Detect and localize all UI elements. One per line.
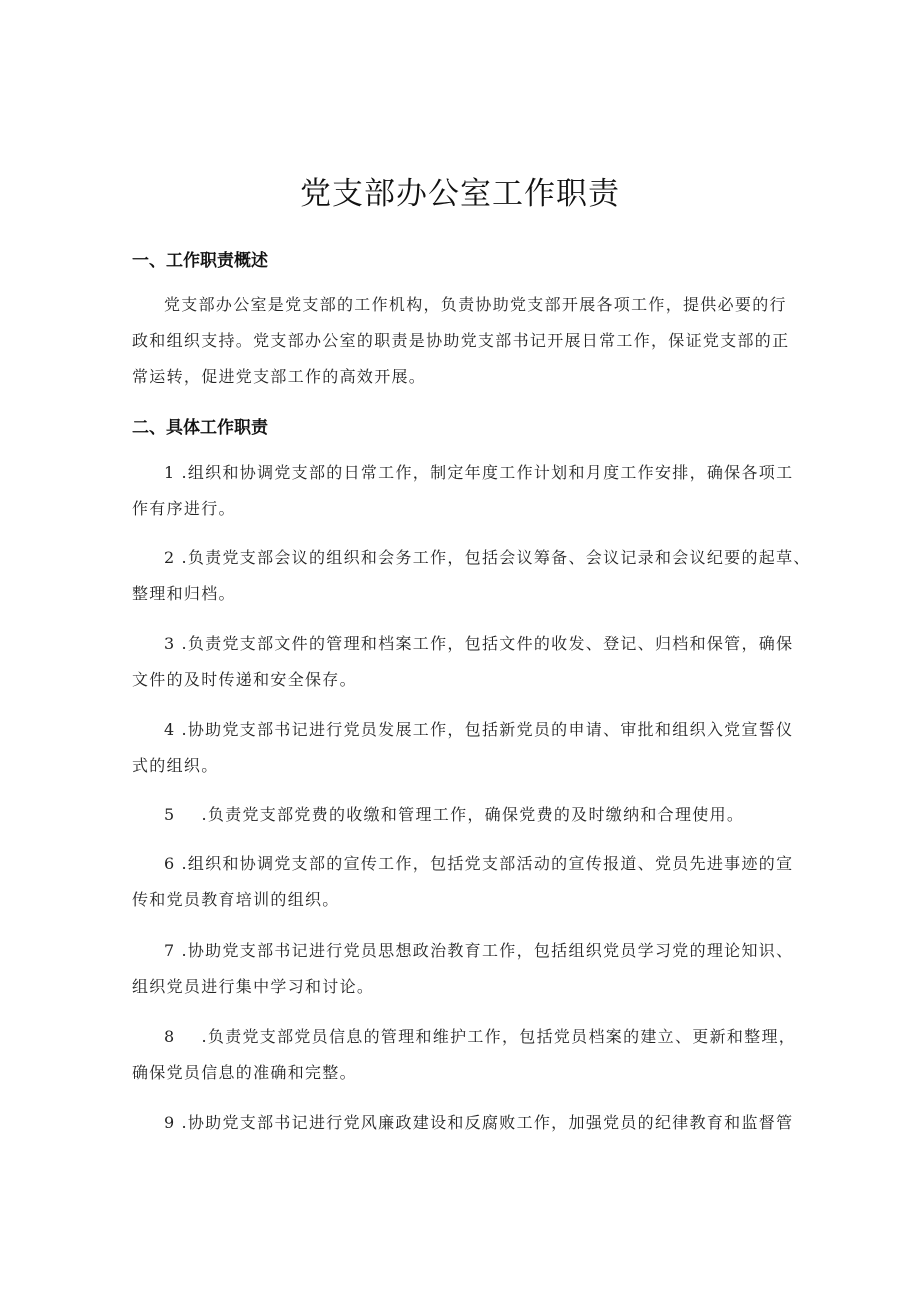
item-text: .负责党支部党员信息的管理和维护工作，包括党员档案的建立、更新和整理， [201, 1027, 797, 1046]
item-number: 8 [164, 1027, 176, 1046]
section-heading-duties: 二、具体工作职责 [132, 418, 268, 438]
duty-item-9 [132, 1105, 802, 1141]
item-number: 4 [164, 720, 176, 739]
item-text-continued: 作有序进行。 [132, 499, 236, 518]
duty-item-6 [132, 846, 802, 918]
section-heading-overview: 一、工作职责概述 [132, 251, 268, 271]
item-number: 5 [164, 805, 176, 824]
item-text-continued: 式的组织。 [132, 756, 219, 775]
item-text: .组织和协调党支部的宣传工作，包括党支部活动的宣传报道、党员先进事迹的宣 [181, 854, 794, 873]
item-text: .负责党支部会议的组织和会务工作，包括会议筹备、会议记录和会议纪要的起草、 [181, 548, 811, 567]
item-text: .协助党支部书记进行党员思想政治教育工作，包括组织党员学习党的理论知识、 [181, 941, 794, 960]
item-number: 3 [164, 634, 176, 653]
item-text-continued: 传和党员教育培训的组织。 [132, 890, 340, 909]
duty-item-8 [132, 1019, 802, 1091]
item-number: 7 [164, 941, 176, 960]
item-text: .协助党支部书记进行党员发展工作，包括新党员的申请、审批和组织入党宣誓仪 [181, 720, 794, 739]
document-title: 党支部办公室工作职责 [300, 176, 620, 212]
duty-item-3 [132, 626, 802, 698]
duty-item-7 [132, 933, 802, 1005]
item-text: .协助党支部书记进行党风廉政建设和反腐败工作，加强党员的纪律教育和监督管 [181, 1113, 794, 1132]
overview-paragraph [132, 287, 802, 395]
item-text: .组织和协调党支部的日常工作，制定年度工作计划和月度工作安排，确保各项工 [181, 463, 794, 482]
item-text: .负责党支部党费的收缴和管理工作，确保党费的及时缴纳和合理使用。 [201, 805, 745, 824]
item-text-continued: 文件的及时传递和安全保存。 [132, 670, 357, 689]
item-text-continued: 整理和归档。 [132, 584, 236, 603]
item-number: 9 [164, 1113, 176, 1132]
item-text: .负责党支部文件的管理和档案工作，包括文件的收发、登记、归档和保管，确保 [181, 634, 794, 653]
duty-item-4 [132, 712, 802, 784]
item-number: 6 [164, 854, 176, 873]
duty-item-2 [132, 540, 811, 612]
duty-item-1 [132, 455, 802, 527]
paragraph-line: 常运转，促进党支部工作的高效开展。 [132, 367, 427, 386]
paragraph-line: 党支部办公室是党支部的工作机构，负责协助党支部开展各项工作，提供必要的行 [164, 295, 787, 314]
item-text-continued: 组织党员进行集中学习和讨论。 [132, 977, 375, 996]
duty-item-5 [132, 797, 802, 833]
item-number: 1 [164, 463, 176, 482]
paragraph-line: 政和组织支持。党支部办公室的职责是协助党支部书记开展日常工作，保证党支部的正 [132, 331, 790, 350]
item-text-continued: 确保党员信息的准确和完整。 [132, 1063, 357, 1082]
item-number: 2 [164, 548, 176, 567]
